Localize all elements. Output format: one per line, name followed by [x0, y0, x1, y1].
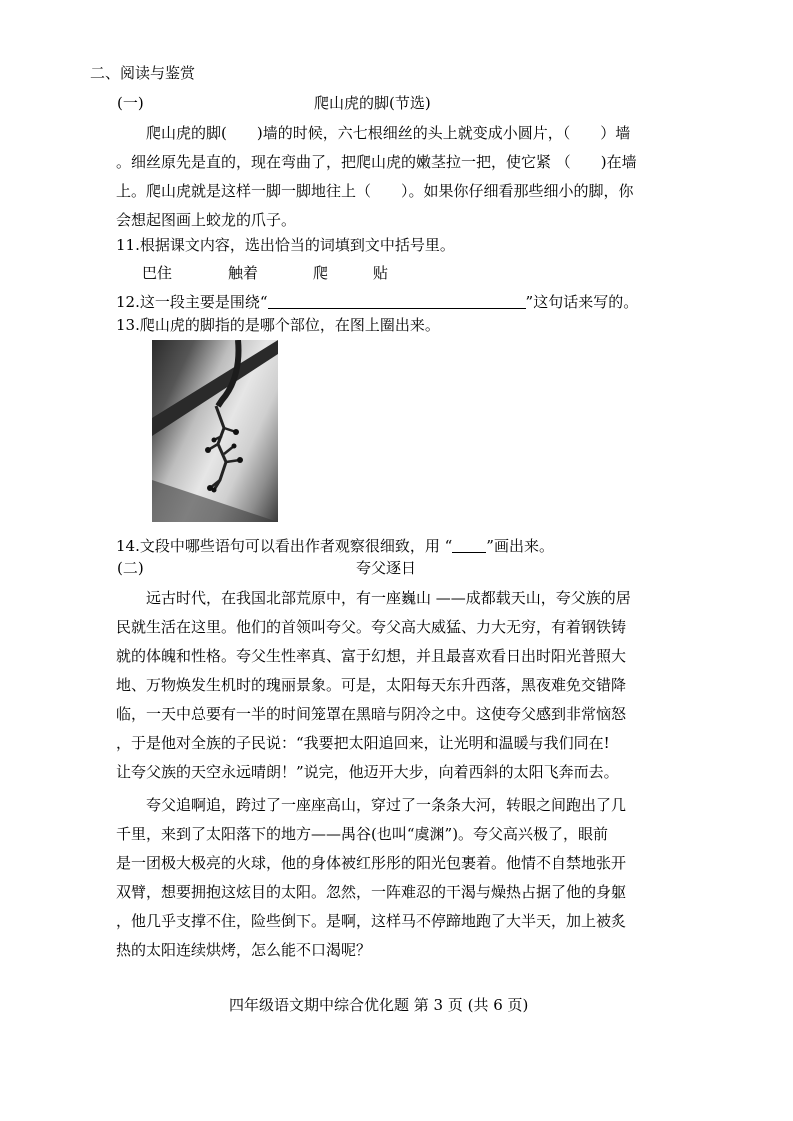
passage1-line: 爬山虎的脚( )墙的时候，六七根细丝的头上就变成小圆片，（ ）墙	[146, 124, 631, 142]
passage2-line: 热的太阳连续烘烤，怎么能不口渴呢？	[116, 941, 372, 959]
section-heading: 二、阅读与鉴赏	[90, 64, 196, 82]
passage2-line: ，他几乎支撑不住，险些倒下。是啊，这样马不停蹄地跑了大半天，加上被炙	[116, 912, 627, 930]
passage1-title: 爬山虎的脚(节选)	[314, 94, 431, 112]
ivy-foot-illustration	[152, 340, 278, 522]
passage1-line: 会想起图画上蛟龙的爪子。	[116, 211, 297, 229]
word-option: 爬	[313, 264, 329, 282]
passage2-line: 民就生活在这里。他们的首领叫夸父。夸父高大威猛、力大无穷，有着钢铁铸	[116, 618, 627, 636]
question-12-prefix: 12.这一段主要是围绕“	[116, 293, 268, 311]
passage2-line: 让夸父族的天空永远晴朗！”说完，他迈开大步，向着西斜的太阳飞奔而去。	[116, 763, 619, 781]
answer-blank[interactable]	[268, 293, 526, 309]
page-footer: 四年级语文期中综合优化题 第 3 页 (共 6 页)	[229, 996, 529, 1014]
question-14-suffix: ”画出来。	[486, 537, 554, 555]
passage2-line: 地、万物焕发生机时的瑰丽景象。可是，太阳每天东升西落，黑夜难免交错降	[116, 676, 627, 694]
passage2-line: 千里，来到了太阳落下的地方——禺谷(也叫“虞渊”)。夸父高兴极了，眼前	[116, 825, 609, 843]
passage1-label: (一)	[117, 94, 144, 112]
ivy-photo	[152, 340, 278, 522]
passage2-title: 夸父逐日	[356, 559, 417, 577]
underline-sample	[452, 537, 486, 553]
passage2-line: 是一团极大极亮的火球，他的身体被红彤彤的阳光包裹着。他情不自禁地张开	[116, 854, 627, 872]
passage1-line: 上。爬山虎就是这样一脚一脚地往上（ ）。如果你仔细看那些细小的脚，你	[116, 182, 634, 200]
question-13: 13.爬山虎的脚指的是哪个部位，在图上圈出来。	[116, 316, 440, 334]
passage2-label: (二)	[117, 559, 144, 577]
word-option: 贴	[373, 264, 389, 282]
question-11: 11.根据课文内容，选出恰当的词填到文中括号里。	[116, 236, 455, 254]
passage2-line: ，于是他对全族的子民说：“我要把太阳追回来，让光明和温暖与我们同在!	[116, 734, 610, 752]
passage2-line: 远古时代，在我国北部荒原中，有一座巍山 ——成都载天山，夸父族的居	[146, 589, 631, 607]
question-12-suffix: ”这句话来写的。	[525, 293, 639, 311]
question-14	[116, 535, 554, 557]
passage1-line: 。细丝原先是直的，现在弯曲了，把爬山虎的嫩茎拉一把，使它紧 （ )在墙	[116, 153, 637, 171]
passage2-line: 夸父追啊追，跨过了一座座高山，穿过了一条条大河，转眼之间跑出了几	[146, 796, 627, 814]
passage2-line: 双臂，想要拥抱这炫目的太阳。忽然，一阵难忍的干渴与燥热占据了他的身躯	[116, 883, 627, 901]
question-12	[116, 291, 638, 313]
word-option: 触着	[228, 264, 259, 282]
word-option: 巴住	[142, 264, 173, 282]
passage2-line: 就的体魄和性格。夸父生性率真、富于幻想，并且最喜欢看日出时阳光普照大	[116, 647, 627, 665]
question-14-prefix: 14.文段中哪些语句可以看出作者观察很细致，用 “	[116, 537, 453, 555]
passage2-line: 临，一天中总要有一半的时间笼罩在黑暗与阴冷之中。这使夸父感到非常恼怒	[116, 705, 627, 723]
